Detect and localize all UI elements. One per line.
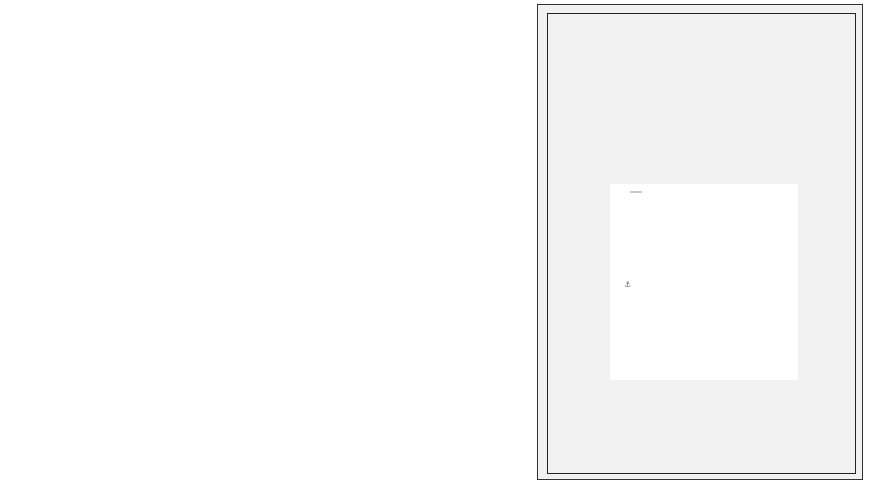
log-wall-drawing bbox=[610, 184, 798, 380]
document-preview bbox=[537, 4, 863, 480]
log-wall-figure bbox=[610, 184, 798, 380]
document-frame bbox=[547, 13, 856, 474]
dimension-marker-icon: ⚓ bbox=[624, 280, 632, 289]
